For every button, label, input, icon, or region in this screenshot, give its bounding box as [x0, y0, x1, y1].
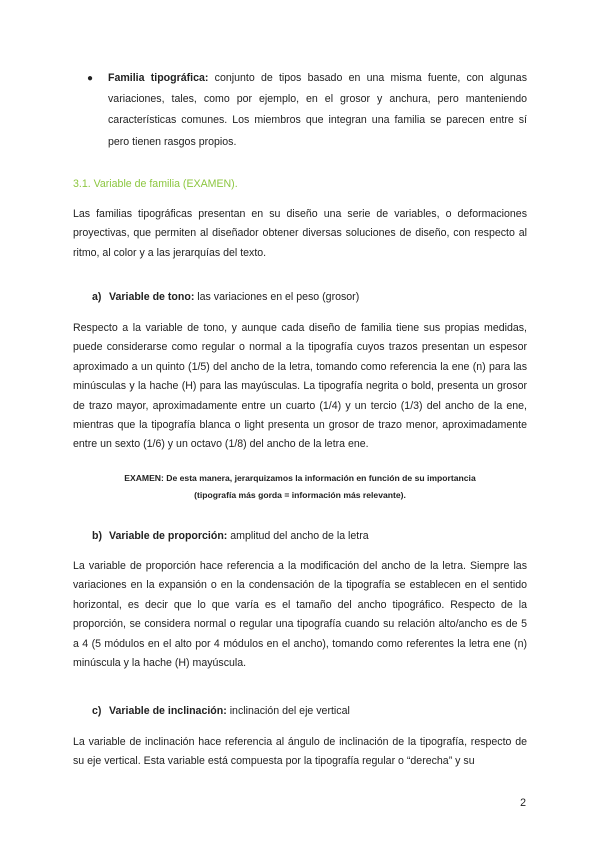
section-heading: 3.1. Variable de familia (EXAMEN).	[73, 178, 238, 190]
subheading-variable-inclinacion	[92, 705, 350, 717]
variable-desc: amplitud del ancho de la letra	[227, 530, 369, 542]
bullet-dot-icon: ●	[87, 73, 94, 84]
bullet-item-familia-tipografica	[87, 68, 527, 153]
page-number: 2	[520, 797, 526, 809]
list-marker: b)	[92, 530, 102, 542]
exam-note-line2: (tipografía más gorda = información más relevante).	[194, 490, 406, 500]
variable-desc: inclinación del eje vertical	[226, 705, 350, 717]
variable-name: Variable de tono:	[109, 291, 195, 303]
body-variable-tono: Respecto a la variable de tono, y aunque cada diseño de familia tiene sus propias medidas, puede considerarse como regular o normal a la tipografía cuyos trazos presentan un espesor aproximado a un quinto (1/5) del ancho de la letra, tomando como referencia la ene (n) para las minúsculas y la hache (H) para las mayúsculas. La tipografía negrita o bold, presenta un grosor de trazo mayor, aproximadamente entre un cuarto (1/4) y un tercio (1/3) del ancho de la ene, mientras que la tipografía blanca o light presenta un grosor de trazo menor, aproximadamente entre un sexto (1/6) y un octavo (1/8) del ancho de la letra ene.	[73, 322, 527, 451]
bullet-term: Familia tipográfica:	[108, 72, 209, 84]
body-variable-proporcion: La variable de proporción hace referencia a la modificación del ancho de la letra. Siempre las variaciones en la expansión o en la condensación de la tipografía se establecen en el sentido horizontal, es decir que lo que varía es el tamaño del ancho tipográfico. Respecto de la proporción, se considera normal o regular una tipografía cuando su relación alto/ancho es de 5 a 4 (5 módulos en el alto por 4 módulos en el ancho), tomando como referentes la letra ene (n) minúscula y la hache (H) mayúscula.	[73, 560, 527, 670]
exam-note-line1: EXAMEN: De esta manera, jerarquizamos la información en función de su importancia	[124, 473, 476, 483]
section-intro: Las familias tipográficas presentan en su diseño una serie de variables, o deformaciones proyectivas, que permiten al diseñador obtener diversas soluciones de diseño, con respecto al ritmo, al color y a las jerarquías del texto.	[73, 208, 527, 259]
variable-name: Variable de proporción:	[109, 530, 228, 542]
variable-name: Variable de inclinación:	[109, 705, 227, 717]
body-variable-inclinacion: La variable de inclinación hace referencia al ángulo de inclinación de la tipografía, respecto de su eje vertical. Esta variable está compuesta por la tipografía regular o “derecha” y su	[73, 736, 527, 768]
bullet-text: conjunto de tipos basado en una misma fuente, con algunas variaciones, tales, como por ejemplo, en el grosor y anchura, pero manteniendo características comunes. Los miembros que integran una familia se parecen entre sí pero tienen rasgos propios.	[108, 72, 527, 148]
list-marker: a)	[92, 291, 102, 303]
exam-note	[73, 470, 527, 504]
subheading-variable-proporcion	[92, 530, 369, 542]
list-marker: c)	[92, 705, 102, 717]
variable-desc: las variaciones en el peso (grosor)	[194, 291, 360, 303]
subheading-variable-tono	[92, 291, 359, 303]
